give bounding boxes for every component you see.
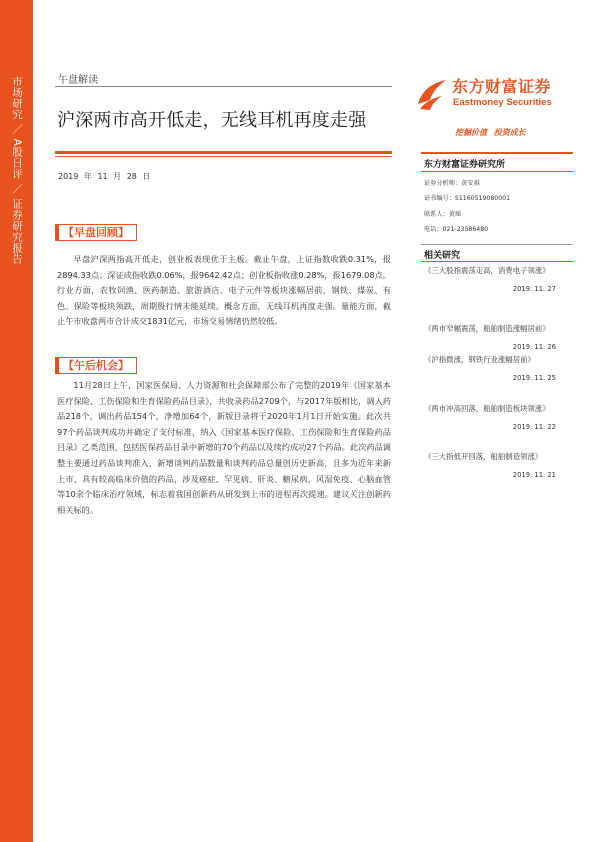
sidebar-label: 市场研究 ／ A股日评 ／ 证券研究报告 xyxy=(11,76,23,265)
related-report-title[interactable]: 《两市窄幅震荡，船舶制造涨幅居前》 xyxy=(424,324,550,333)
section-heading-afternoon: 【午后机会】 xyxy=(55,357,137,374)
certificate-number: 证书编号：S1160519080001 xyxy=(424,195,511,202)
report-date: 2019 年 11 月 28 日 xyxy=(58,172,151,181)
divider xyxy=(55,156,392,157)
related-report-item[interactable] xyxy=(424,322,570,353)
related-report-item[interactable] xyxy=(424,353,570,384)
related-report-date: 2019. 11. 22 xyxy=(512,422,556,431)
contact-person: 联系人：黄瑶 xyxy=(424,211,462,218)
divider xyxy=(421,152,573,154)
brand-name-en: Eastmoney Securities xyxy=(453,97,552,108)
section-heading-morning: 【早盘回顾】 xyxy=(55,224,137,241)
related-report-date: 2019. 11. 25 xyxy=(512,373,556,382)
related-report-item[interactable] xyxy=(424,402,570,433)
contact-phone: 电话：021-23586480 xyxy=(424,226,489,233)
brand-slogan: 挖掘价值 投资成长 xyxy=(455,128,526,137)
institute-name: 东方财富证券研究所 xyxy=(424,160,506,170)
related-report-title[interactable]: 《沪指微涨，钢铁行业涨幅居前》 xyxy=(424,355,535,364)
page-title: 沪深两市高开低走，无线耳机再度走强 xyxy=(57,110,367,131)
divider xyxy=(421,171,573,172)
related-research-title: 相关研究 xyxy=(424,251,461,261)
divider xyxy=(55,86,392,87)
sidebar xyxy=(0,0,33,842)
brand-logo-icon xyxy=(412,74,452,114)
related-report-title[interactable]: 《三大指低开回落，船舶制造领涨》 xyxy=(424,452,543,461)
related-report-title[interactable]: 《三大股指震荡走高，消费电子领涨》 xyxy=(424,266,550,275)
section-body-afternoon: 11月28日上午，国家医保局、人力资源和社会保障部公布了完整的2019年《国家基本医疗保险、工伤保险和生育保险药品目录》，共收录药品2709个，与2017年版相比，调入药品218个，调出药品154个，净增加64个，新版目录将于2020年1月1日开始实施。此次共97个药品谈判成功并确定了支付标准，纳入《国家基本医疗保险、工伤保险和生育保险药品目录》乙类范围，包括医保药品目录中新增的70个药品以及续约成功27个药品。此次药品调整主要通过药品谈判准入，新增谈判药品数量和谈判药品总量创历史新高，且多为近年来新上市、具有较高临床价值的药品，涉及癌症、罕见病、肝炎、糖尿病、风湿免疫、心脑血管等10余个临床治疗领域，标志着我国创新药从研发到上市的进程再次提速。建议关注创新药相关标的。 xyxy=(57,380,391,515)
brand-logo xyxy=(412,70,572,120)
related-report-item[interactable] xyxy=(424,264,570,295)
related-report-item[interactable] xyxy=(424,450,570,481)
divider xyxy=(421,244,573,245)
related-report-title[interactable]: 《两市冲高回落，船舶制造板块领涨》 xyxy=(424,404,550,413)
related-report-date: 2019. 11. 27 xyxy=(512,284,556,293)
analyst-name: 证券分析师：黄安祺 xyxy=(424,180,480,187)
section-label: 午盘解读 xyxy=(58,75,98,86)
section-body-morning: 早盘沪深两指高开低走，创业板表现优于主板。截止午盘，上证指数收跌0.31%，报2894.33点；深证成指收跌0.06%，报9642.42点；创业板指收涨0.28%，报1679.08点。行业方面，农牧饲渔、医药制造、旅游酒店、电子元件等板块涨幅居前，钢铁、煤炭、有色、保险等板块领跌，周期股行情未能延续。概念方面，无线耳机再度走强。量能方面，截止午市收盘两市合计成交1831亿元，市场交易情绪仍然较低。 xyxy=(57,254,391,327)
divider xyxy=(421,261,573,262)
divider xyxy=(55,151,392,154)
brand-name-cn: 东方财富证券 xyxy=(452,77,552,96)
related-report-date: 2019. 11. 21 xyxy=(512,470,556,479)
related-report-date: 2019. 11. 26 xyxy=(512,342,556,351)
